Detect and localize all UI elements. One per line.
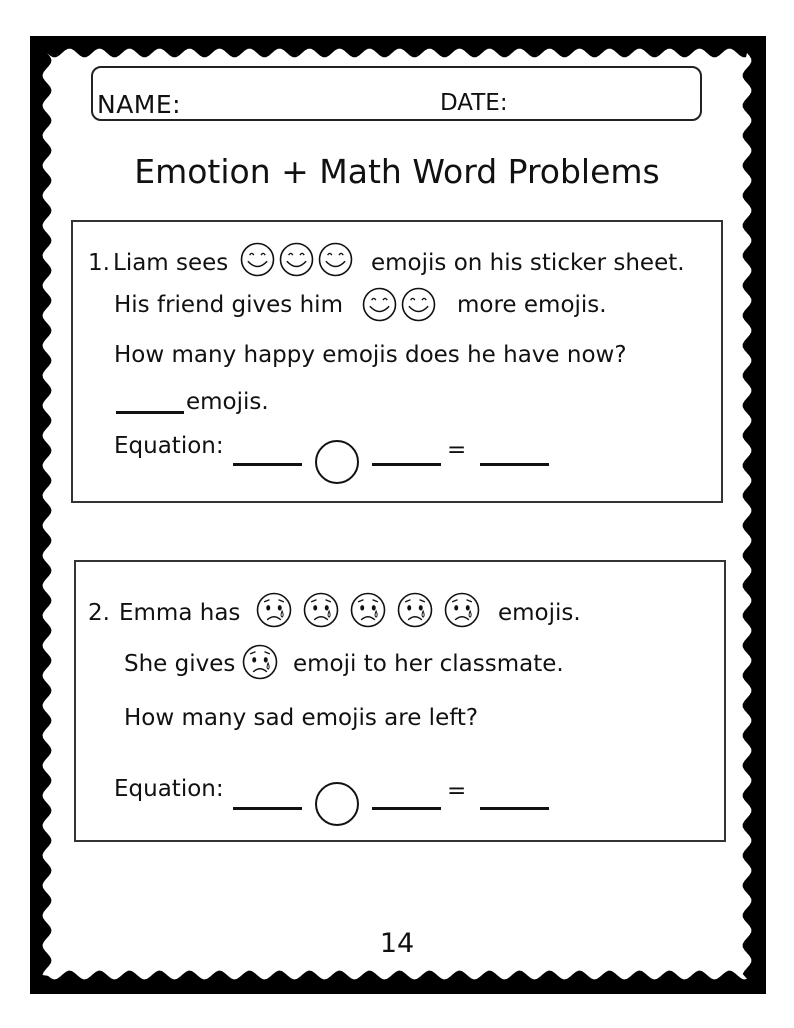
smiley-face-icon [362,287,397,326]
problem-2-number: 2. [88,600,110,626]
problem-1-answer-blank[interactable] [116,411,184,414]
crying-face-icon [256,592,292,632]
smiley-face-icon [240,242,275,281]
problem-1-line1-end: emojis on his sticker sheet. [371,250,685,276]
problem-1-equation-label: Equation: [114,433,224,459]
problem-2-line1-end: emojis. [498,600,581,626]
problem-1-line1-start: Liam sees [113,250,229,276]
problem-2-line1-start: Emma has [119,600,241,626]
problem-2-line2-start: She gives [124,651,236,677]
problem-1-result-blank[interactable] [480,463,549,466]
crying-face-icon [350,592,386,632]
problem-1-equation-blank-1[interactable] [233,463,302,466]
name-date-box [91,66,702,121]
problem-1-line2-start: His friend gives him [114,292,343,318]
name-label: NAME: [97,90,182,119]
problem-1-answer-suffix: emojis. [186,389,269,415]
problem-2-equation-blank-2[interactable] [372,807,441,810]
problem-1-line2-end: more emojis. [457,292,607,318]
worksheet-title: Emotion + Math Word Problems [134,152,660,191]
problem-2-equation-blank-1[interactable] [233,807,302,810]
problem-2-result-blank[interactable] [480,807,549,810]
problem-1-number: 1. [88,250,110,276]
problem-2-operator-circle[interactable] [315,782,359,826]
smiley-face-icon [401,287,436,326]
crying-face-icon [242,644,278,684]
crying-face-icon [303,592,339,632]
problem-2-question: How many sad emojis are left? [124,705,479,731]
problem-2-equation-label: Equation: [114,776,224,802]
smiley-face-icon [318,242,353,281]
problem-1-equals-sign: = [447,437,467,463]
date-label: DATE: [440,90,508,116]
problem-2-equals-sign: = [447,778,467,804]
problem-2-line2-end: emoji to her classmate. [293,651,564,677]
crying-face-icon [397,592,433,632]
crying-face-icon [444,592,480,632]
problem-1-equation-blank-2[interactable] [372,463,441,466]
problem-1-operator-circle[interactable] [315,440,359,484]
smiley-face-icon [279,242,314,281]
page-number: 14 [379,928,415,959]
problem-1-question: How many happy emojis does he have now? [114,342,627,368]
